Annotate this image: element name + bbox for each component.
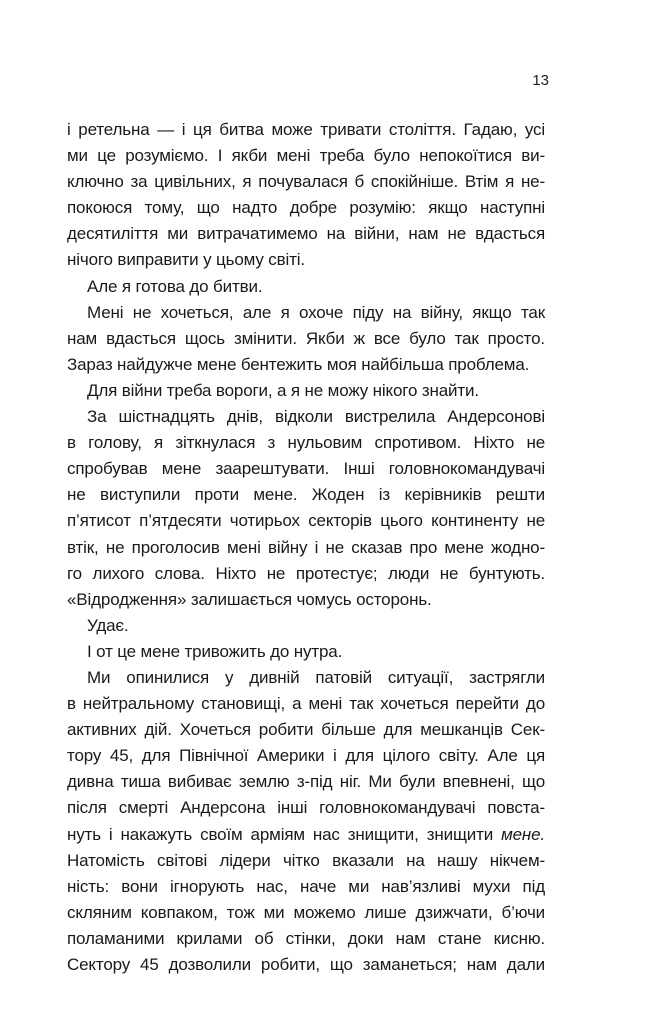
text-line (67, 795, 545, 821)
text-line (67, 456, 545, 482)
text-line-content: Але я готова до битви. (87, 276, 263, 296)
text-line-content: скляним ковпаком, тож ми можемо лише дзижчати, б’ючи (67, 902, 545, 922)
text-line-content: Для війни треба вороги, а я не можу нікого знайти. (87, 380, 479, 400)
text-line-content: Ми опинилися у дивній патовій ситуації, застрягли (87, 667, 545, 687)
text-line (67, 352, 545, 378)
text-line (67, 587, 545, 613)
text-line (67, 535, 545, 561)
text-line (67, 691, 545, 717)
text-line (67, 822, 545, 848)
text-line (67, 900, 545, 926)
text-line (67, 848, 545, 874)
text-line-content: нам вдасться щось змінити. Якби ж все було так просто. (67, 328, 545, 348)
text-line (67, 378, 545, 404)
text-line-content: За шістнадцять днів, відколи вистрелила Андерсонові (87, 407, 545, 427)
text-line-content: дивна тиша вибиває землю з-під ніг. Ми були впевнені, що (67, 772, 545, 792)
text-line-content: тору 45, для Північної Америки і для цілого світу. Але ця (67, 746, 545, 766)
emphasis-word: мене. (501, 824, 545, 844)
body-text (67, 117, 545, 978)
text-line-content: поламаними крилами об стінки, доки нам стане кисню. (67, 928, 545, 948)
text-line (67, 274, 545, 300)
text-line (67, 326, 545, 352)
text-line (67, 430, 545, 456)
text-line-content: Зараз найдужче мене бентежить моя найбільша проблема. (67, 354, 530, 374)
text-line (67, 769, 545, 795)
text-line-content: не виступили проти мене. Жоден із керівників решти (67, 485, 545, 505)
text-line-content: після смерті Андерсона інші головнокомандувачі повста- (67, 798, 545, 818)
text-line (67, 169, 545, 195)
text-line-content: в голову, я зіткнулася з нульовим спротивом. Ніхто не (67, 433, 545, 453)
text-line (67, 952, 545, 978)
text-line-content: го лихого слова. Ніхто не протестує; люди не бунтують. (67, 563, 545, 583)
text-line (67, 143, 545, 169)
text-line-content: десятиліття ми витрачатимемо на війни, нам не вдасться (67, 224, 545, 244)
text-line (67, 874, 545, 900)
text-line-content: ми це розуміємо. І якби мені треба було непокоїтися ви- (67, 146, 545, 166)
text-line (67, 404, 545, 430)
text-line-content: в нейтральному становищі, а мені так хочеться перейти до (67, 694, 545, 714)
text-line (67, 508, 545, 534)
text-line (67, 117, 545, 143)
text-line-content: ключно за цивільних, я почувалася б спокійніше. Втім я не- (67, 172, 545, 192)
text-line (67, 247, 545, 273)
text-line-content: Мені не хочеться, але я охоче піду на війну, якщо так (87, 302, 545, 322)
text-line-content: п’ятисот п’ятдесяти чотирьох секторів цього континенту не (67, 511, 545, 531)
text-line-content: ність: вони ігнорують нас, наче ми нав’язливі мухи під (67, 876, 545, 896)
text-line (67, 665, 545, 691)
text-line-content: нічого виправити у цьому світі. (67, 250, 305, 270)
text-line (67, 561, 545, 587)
text-line (67, 300, 545, 326)
text-line-content: Натомість світові лідери чітко вказали на нашу нікчем- (67, 850, 545, 870)
text-line-content: Удає. (87, 615, 129, 635)
text-line (67, 926, 545, 952)
text-line (67, 613, 545, 639)
text-line (67, 743, 545, 769)
text-line-content: активних дій. Хочеться робити більше для мешканців Сек- (67, 720, 545, 740)
text-line-content: «Відродження» залишається чомусь осторонь. (67, 589, 432, 609)
text-line (67, 195, 545, 221)
text-line (67, 482, 545, 508)
text-line-content: І от це мене тривожить до нутра. (87, 641, 343, 661)
text-line-content: втік, не проголосив мені війну і не сказав про мене жодно- (67, 537, 545, 557)
text-line-content: покоюся тому, що надто добре розумію: якщо наступні (67, 198, 545, 218)
text-line (67, 221, 545, 247)
text-line (67, 717, 545, 743)
text-line-content: нуть і накажуть своїм арміям нас знищити, знищити (67, 824, 502, 844)
text-line-content: і ретельна — і ця битва може тривати століття. Гадаю, усі (67, 120, 545, 139)
text-line-content: спробував мене заарештувати. Інші головнокомандувачі (67, 459, 545, 479)
page-number: 13 (532, 72, 549, 89)
text-line-content: Сектору 45 дозволили робити, що заманеться; нам дали (67, 955, 545, 974)
text-line (67, 639, 545, 665)
